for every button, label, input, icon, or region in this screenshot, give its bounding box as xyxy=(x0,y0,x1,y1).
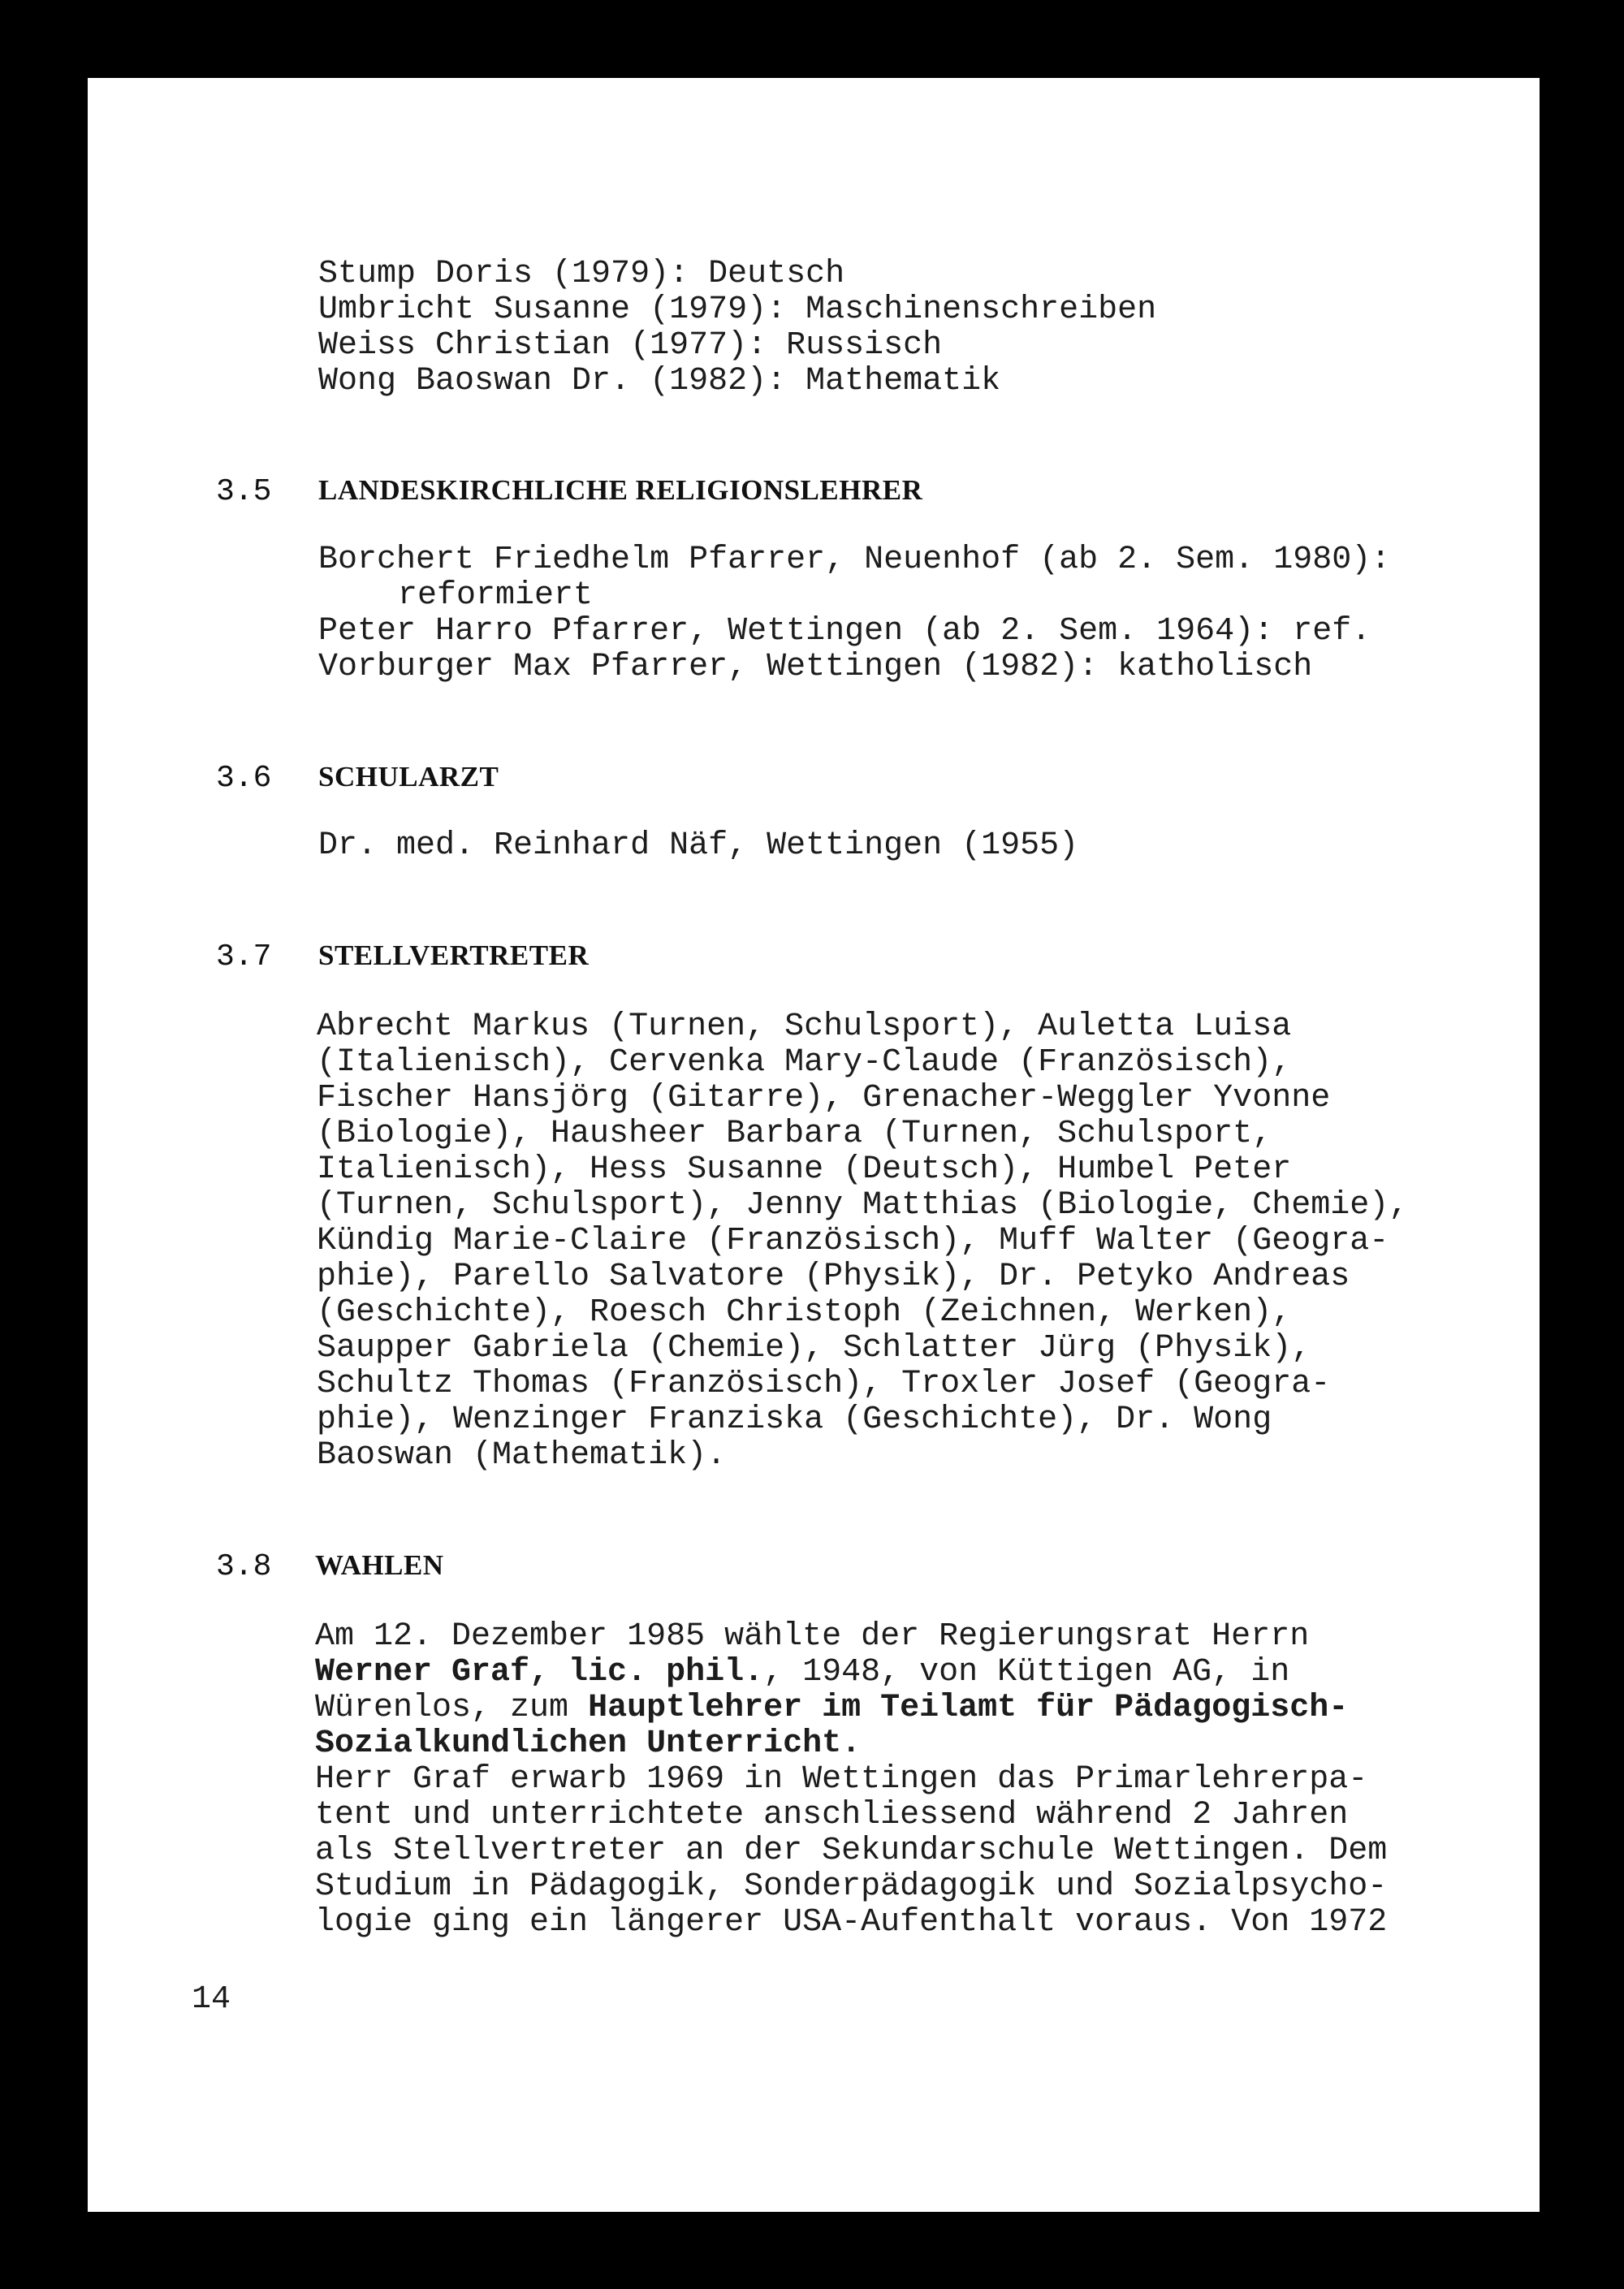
teacher-entry: Wong Baoswan Dr. (1982): Mathematik xyxy=(318,363,1001,399)
section-heading: WAHLEN xyxy=(315,1549,444,1581)
teacher-entry: Umbricht Susanne (1979): Maschinenschreiben xyxy=(318,292,1157,328)
school-doctor-entry: Dr. med. Reinhard Näf, Wettingen (1955) xyxy=(318,827,1079,864)
religion-teacher-entry: Borchert Friedhelm Pfarrer, Neuenhof (ab 2. Sem. 1980): xyxy=(318,542,1391,578)
elected-position: Hauptlehrer im Teilamt für Pädagogisch- xyxy=(588,1690,1349,1726)
section-number: 3.6 xyxy=(216,761,272,796)
section-number: 3.5 xyxy=(216,474,272,509)
page-number: 14 xyxy=(192,1981,231,2018)
election-text-line: Am 12. Dezember 1985 wählte der Regierungsrat Herrn xyxy=(315,1618,1310,1655)
substitute-text-line: Fischer Hansjörg (Gitarre), Grenacher-Weggler Yvonne xyxy=(317,1080,1331,1116)
elected-person-name: Werner Graf, lic. phil. xyxy=(315,1654,764,1691)
substitute-text-line: Abrecht Markus (Turnen, Schulsport), Auletta Luisa xyxy=(317,1008,1292,1045)
religion-teacher-entry: Vorburger Max Pfarrer, Wettingen (1982): katholisch xyxy=(318,649,1313,685)
election-text-line: Studium in Pädagogik, Sonderpädagogik und Sozialpsycho- xyxy=(315,1868,1388,1905)
teacher-entry: Weiss Christian (1977): Russisch xyxy=(318,327,943,364)
election-text-line: als Stellvertreter an der Sekundarschule Wettingen. Dem xyxy=(315,1833,1388,1869)
election-text-line xyxy=(315,1655,1289,1691)
substitute-text-line: phie), Wenzinger Franziska (Geschichte), Dr. Wong xyxy=(317,1401,1272,1438)
election-text-line: tent und unterrichtete anschliessend während 2 Jahren xyxy=(315,1797,1349,1833)
election-text-line: Herr Graf erwarb 1969 in Wettingen das Primarlehrerpa- xyxy=(315,1761,1368,1798)
elected-position-cont: Sozialkundlichen Unterricht. xyxy=(315,1725,862,1762)
substitute-text-line: Italienisch), Hess Susanne (Deutsch), Humbel Peter xyxy=(317,1151,1292,1188)
substitute-text-line: (Geschichte), Roesch Christoph (Zeichnen, Werken), xyxy=(317,1294,1292,1331)
section-heading: STELLVERTRETER xyxy=(318,939,590,971)
substitute-text-line: Kündig Marie-Claire (Französisch), Muff Walter (Geogra- xyxy=(317,1223,1389,1259)
section-number: 3.7 xyxy=(216,939,272,974)
substitute-text-line: Baoswan (Mathematik). xyxy=(317,1437,727,1474)
substitute-text-line: Schultz Thomas (Französisch), Troxler Josef (Geogra- xyxy=(317,1366,1331,1402)
religion-teacher-entry-cont: reformiert xyxy=(398,577,594,614)
election-text-line xyxy=(315,1691,1348,1726)
substitute-text-line: phie), Parello Salvatore (Physik), Dr. Petyko Andreas xyxy=(317,1259,1350,1295)
election-text-fragment: Würenlos, zum xyxy=(315,1690,589,1726)
religion-teacher-entry: Peter Harro Pfarrer, Wettingen (ab 2. Sem. 1964): ref. xyxy=(318,613,1371,650)
substitute-text-line: (Biologie), Hausheer Barbara (Turnen, Schulsport, xyxy=(317,1116,1272,1152)
section-heading: SCHULARZT xyxy=(318,761,499,793)
election-text-line xyxy=(315,1726,861,1762)
substitute-text-line: (Turnen, Schulsport), Jenny Matthias (Biologie, Chemie), xyxy=(317,1187,1409,1224)
election-text-fragment: , 1948, von Küttigen AG, in xyxy=(763,1654,1290,1691)
substitute-text-line: Saupper Gabriela (Chemie), Schlatter Jürg (Physik), xyxy=(317,1330,1311,1367)
section-heading: LANDESKIRCHLICHE RELIGIONSLEHRER xyxy=(318,474,923,506)
election-text-line: logie ging ein längerer USA-Aufenthalt voraus. Von 1972 xyxy=(315,1904,1388,1941)
teacher-entry: Stump Doris (1979): Deutsch xyxy=(318,256,845,292)
substitute-text-line: (Italienisch), Cervenka Mary-Claude (Französisch), xyxy=(317,1044,1292,1081)
section-number: 3.8 xyxy=(216,1549,272,1584)
